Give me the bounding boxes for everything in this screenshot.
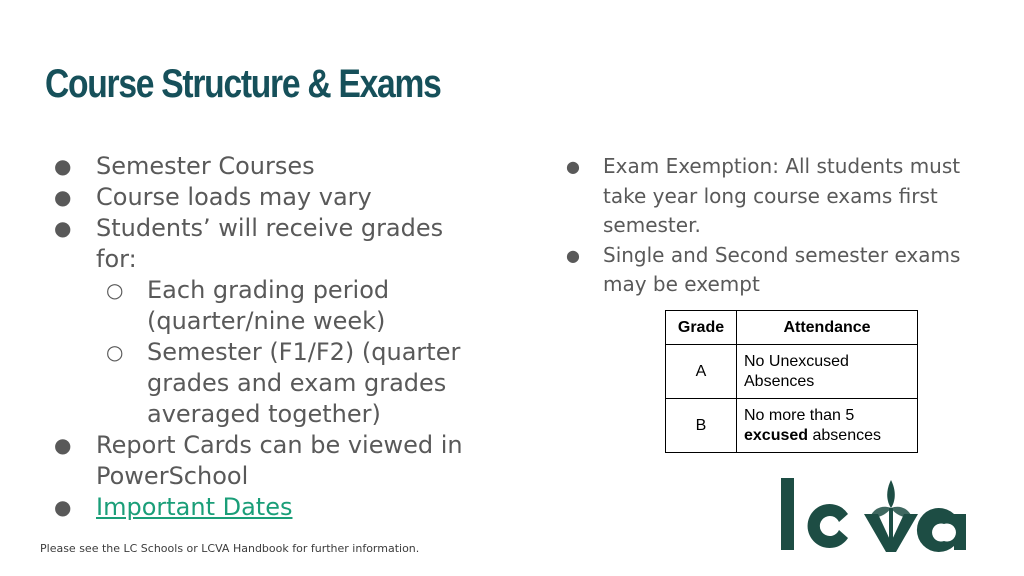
sub-list [96,275,490,430]
grade-cell: A [666,345,737,399]
hollow-bullet-icon: ○ [106,340,124,364]
list-item [50,151,490,182]
attendance-text-suffix: absences [812,426,881,444]
grade-cell: B [666,399,737,453]
list-item-text: Report Cards can be viewed in PowerSchool [96,431,463,490]
footer-note: Please see the LC Schools or LCVA Handbook for further information. [40,542,420,555]
list-item [50,182,490,213]
right-bullet-list [562,152,982,300]
list-item-text: Exam Exemption: All students must take year long course exams first semester. [603,154,961,237]
list-item-text: Semester Courses [96,152,315,180]
bullet-icon: ● [54,495,72,519]
table-row [666,399,918,453]
attendance-column-header: Attendance [737,311,918,345]
table-row [666,345,918,399]
sub-list-item [96,275,490,337]
table-header-row [666,311,918,345]
attendance-cell [737,399,918,453]
lcva-logo [778,474,982,554]
bullet-icon: ● [54,433,72,457]
left-bullet-list [50,151,490,523]
attendance-text-bold: excused [744,426,809,444]
sub-list-item [96,337,490,430]
attendance-text-prefix: No more than 5 [744,406,855,424]
bullet-icon: ● [54,185,72,209]
bullet-icon: ● [566,245,580,265]
slide-title: Course Structure & Exams [45,62,441,106]
attendance-table [665,310,918,453]
sub-list-item-text: Each grading period (quarter/nine week) [147,276,390,335]
list-item [50,430,490,492]
list-item-text: Single and Second semester exams may be exempt [603,242,961,296]
hollow-bullet-icon: ○ [106,278,124,302]
important-dates-link[interactable]: Important Dates [96,493,293,521]
list-item [562,241,982,300]
list-item [50,492,490,523]
grade-column-header: Grade [666,311,737,345]
bullet-icon: ● [54,154,72,178]
list-item-text: Course loads may vary [96,183,372,211]
bullet-icon: ● [54,216,72,240]
list-item [562,152,982,241]
list-item [50,213,490,430]
bullet-icon: ● [566,157,580,176]
list-item-text: Students’ will receive grades for: [96,214,444,273]
sub-list-item-text: Semester (F1/F2) (quarter grades and exam grades averaged together) [147,338,461,428]
attendance-cell: No Unexcused Absences [737,345,918,399]
